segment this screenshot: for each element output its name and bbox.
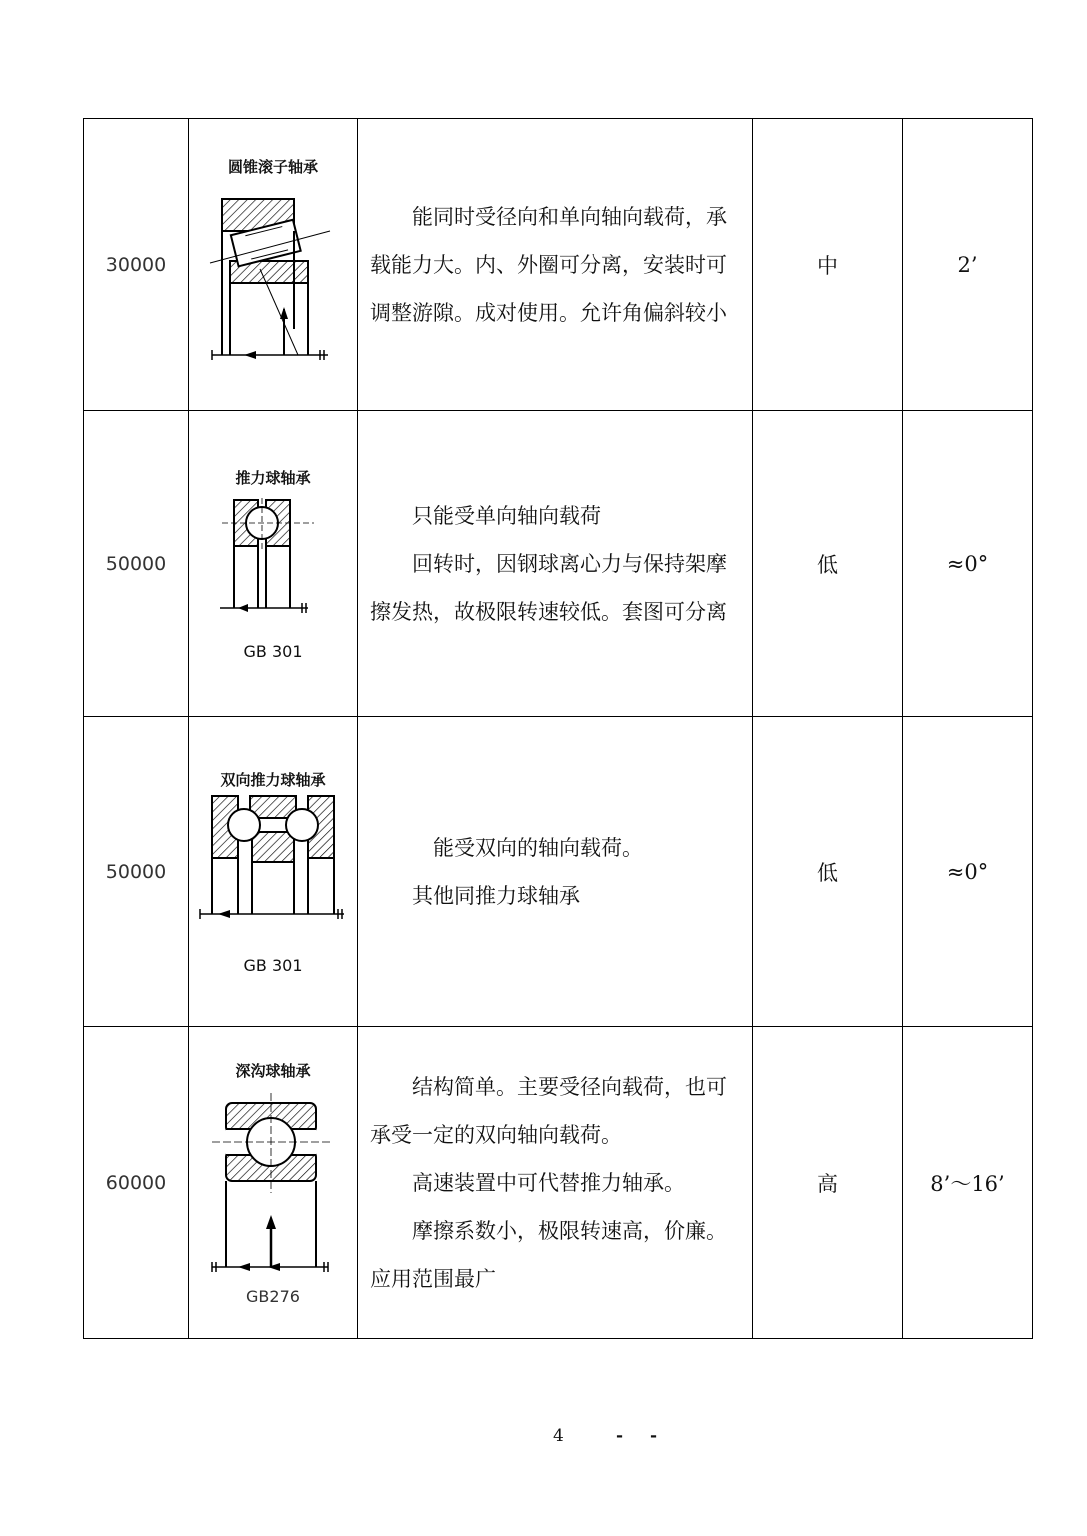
speed-rating: 低 — [753, 411, 903, 717]
tapered-roller-bearing-icon — [208, 179, 338, 369]
speed-rating: 高 — [753, 1027, 903, 1339]
page-number: 4 — [553, 1426, 564, 1446]
table-row — [84, 119, 1033, 411]
figure-title: 双向推力球轴承 — [220, 770, 326, 789]
table-row — [84, 1027, 1033, 1339]
description-paragraph: 能同时受径向和单向轴向载荷，承载能力大。内、外圈可分离，安装时可调整游隙。成对使用。允许角偏斜较小 — [370, 204, 727, 325]
bearing-figure-cell — [189, 411, 358, 717]
bearing-table — [83, 118, 1033, 1339]
description-paragraph: 回转时，因钢球离心力与保持架摩擦发热，故极限转速较低。套图可分离 — [370, 551, 727, 624]
bearing-figure-cell — [189, 119, 358, 411]
figure-title: 深沟球轴承 — [235, 1061, 311, 1080]
figure-caption: GB 301 — [243, 955, 303, 975]
bearing-description — [358, 119, 753, 411]
bearing-code: 60000 — [84, 1027, 189, 1339]
figure-caption: GB276 — [246, 1286, 300, 1306]
description-paragraph: 摩擦系数小，极限转速高，价廉。应用范围最广 — [370, 1218, 727, 1291]
allowed-angle: ≈0° — [903, 717, 1033, 1027]
table-row — [84, 411, 1033, 717]
footer-dash: - — [650, 1426, 658, 1446]
figure-title: 推力球轴承 — [235, 468, 311, 487]
bearing-code: 50000 — [84, 411, 189, 717]
footer-dash: - — [616, 1426, 624, 1446]
allowed-angle: 8’～16’ — [903, 1027, 1033, 1339]
description-paragraph: 只能受单向轴向载荷 — [412, 503, 601, 528]
description-paragraph: 结构简单。主要受径向载荷，也可承受一定的双向轴向载荷。 — [370, 1074, 727, 1147]
bearing-description — [358, 411, 753, 717]
speed-rating: 中 — [753, 119, 903, 411]
page-footer — [0, 1426, 1087, 1450]
deep-groove-ball-bearing-icon — [208, 1083, 338, 1283]
figure-caption: GB 301 — [243, 641, 303, 661]
allowed-angle: ≈0° — [903, 411, 1033, 717]
description-paragraph: 高速装置中可代替推力轴承。 — [412, 1170, 685, 1195]
description-paragraph: 其他同推力球轴承 — [412, 883, 580, 908]
thrust-ball-bearing-icon — [218, 490, 328, 620]
table-row — [84, 717, 1033, 1027]
bearing-figure-cell — [189, 717, 358, 1027]
description-paragraph: 能受双向的轴向载荷。 — [433, 835, 643, 860]
speed-rating: 低 — [753, 717, 903, 1027]
bearing-figure-cell — [189, 1027, 358, 1339]
bearing-code: 30000 — [84, 119, 189, 411]
allowed-angle: 2’ — [903, 119, 1033, 411]
bearing-code: 50000 — [84, 717, 189, 1027]
double-thrust-ball-bearing-icon — [198, 792, 348, 922]
figure-title: 圆锥滚子轴承 — [227, 158, 318, 176]
bearing-description — [358, 717, 753, 1027]
bearing-description — [358, 1027, 753, 1339]
